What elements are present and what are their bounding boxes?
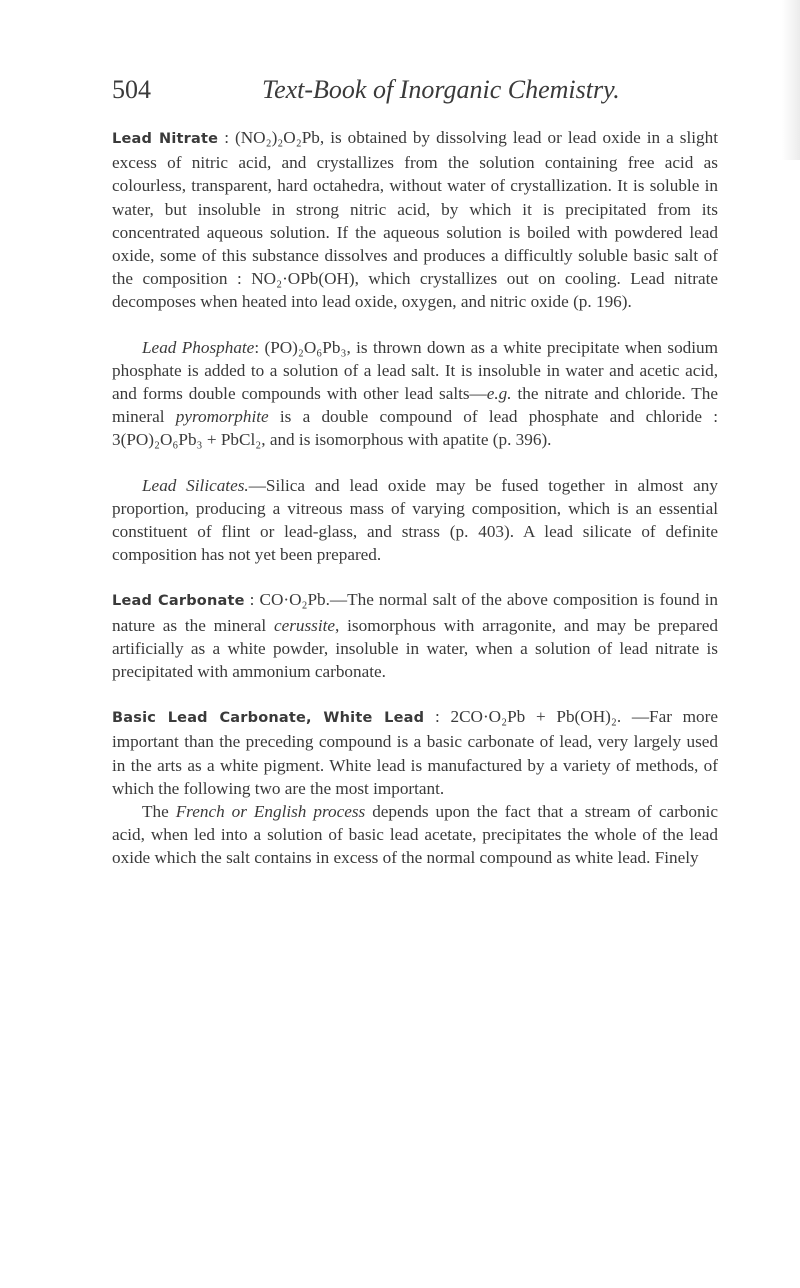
text-lead-carbonate-2: , isomorphous with arragonite, and may be prepared artificially as a white powder, insoluble in water, when a solution of lead nitrate is precipitated with ammonium carbonate. [112, 615, 718, 682]
heading-lead-silicates: Lead Silicates. [142, 475, 249, 495]
text-lead-nitrate: is obtained by dissolving lead or lead oxide in a slight excess of nitric acid, and crystallizes from the solution containing free acid as colourless, transparent, hard octahedra, without water of crystallization. It is soluble in water, but insoluble in strong nitric acid, by which it is precipitated from its concentrated aqueous solution. If the aqueous solution is boiled with powdered lead oxide, some of this substance dissolves and produces a difficultly soluble basic salt of the composition : NO₂·OPb(OH), which crystallizes out on cooling. Lead nitrate decomposes when heated into lead oxide, oxygen, and nitric oxide (p. 196). [112, 128, 719, 312]
process-name: French or English process [175, 802, 366, 822]
running-title: Text-Book of Inorganic Chemistry. [262, 75, 620, 104]
text-lead-phosphate-1: : (PO)₂O₆Pb₃, is thrown down as a white precipitate when sodium phosphate is added to a solution of a lead salt. It is insoluble in water and acetic acid, and forms double compounds with other lead salts— [112, 337, 719, 404]
text-lead-phosphate-2: the nitrate and chloride. The mineral [112, 384, 718, 427]
paragraph-lead-nitrate [112, 126, 718, 314]
formula-lead-nitrate: : (NO₂)₂O₂Pb, [224, 128, 325, 147]
page-number: 504 [112, 75, 151, 104]
paragraph-basic-lead-carbonate [112, 705, 718, 800]
page-edge-shadow [782, 0, 800, 160]
text-lead-silicates: —Silica and lead oxide may be fused together in almost any proportion, producing a vitreous mass of varying composition, which is an essential constituent of flint or lead-glass, and strass (p. 403). A lead silicate of definite composition has not yet been prepared. [112, 475, 718, 565]
paragraph-lead-silicates [112, 474, 718, 567]
text-lead-phosphate-3: is a double compound of lead phosphate and chloride : 3(PO)₂O₆Pb₃ + PbCl₂, and is isomorphous with apatite (p. 396). [112, 407, 718, 450]
paragraph-lead-phosphate [112, 336, 718, 452]
mineral-cerussite: cerussite [273, 615, 336, 635]
text-eg: e.g. [486, 384, 512, 404]
heading-lead-carbonate: Lead Carbonate [112, 593, 245, 610]
heading-basic-lead-carbonate: Basic Lead Carbonate, White Lead [112, 710, 425, 727]
heading-lead-phosphate: Lead Phosphate [142, 337, 255, 357]
paragraph-lead-carbonate [112, 588, 718, 683]
text-process: depends upon the fact that a stream of carbonic acid, when led into a solution of basic lead acetate, precipitates the whole of the lead oxide which the salt contains in excess of the normal compound as white lead. Finely [112, 802, 718, 868]
text-process-pre: The [142, 802, 176, 822]
paragraph-french-process [112, 800, 718, 870]
mineral-pyromorphite: pyromorphite [175, 407, 269, 427]
heading-lead-nitrate: Lead Nitrate [112, 131, 219, 147]
text-lead-carbonate-1: : CO·O₂Pb.—The normal salt of the above composition is found in nature as the mineral [112, 590, 718, 635]
body-text [112, 126, 718, 870]
text-basic-lead-carbonate: : 2CO·O₂Pb + Pb(OH)₂. —Far more important than the preceding compound is a basic carbonate of lead, very largely used in the arts as a white pigment. White lead is manufactured by a variety of methods, of which the following two are the most important. [112, 707, 719, 798]
